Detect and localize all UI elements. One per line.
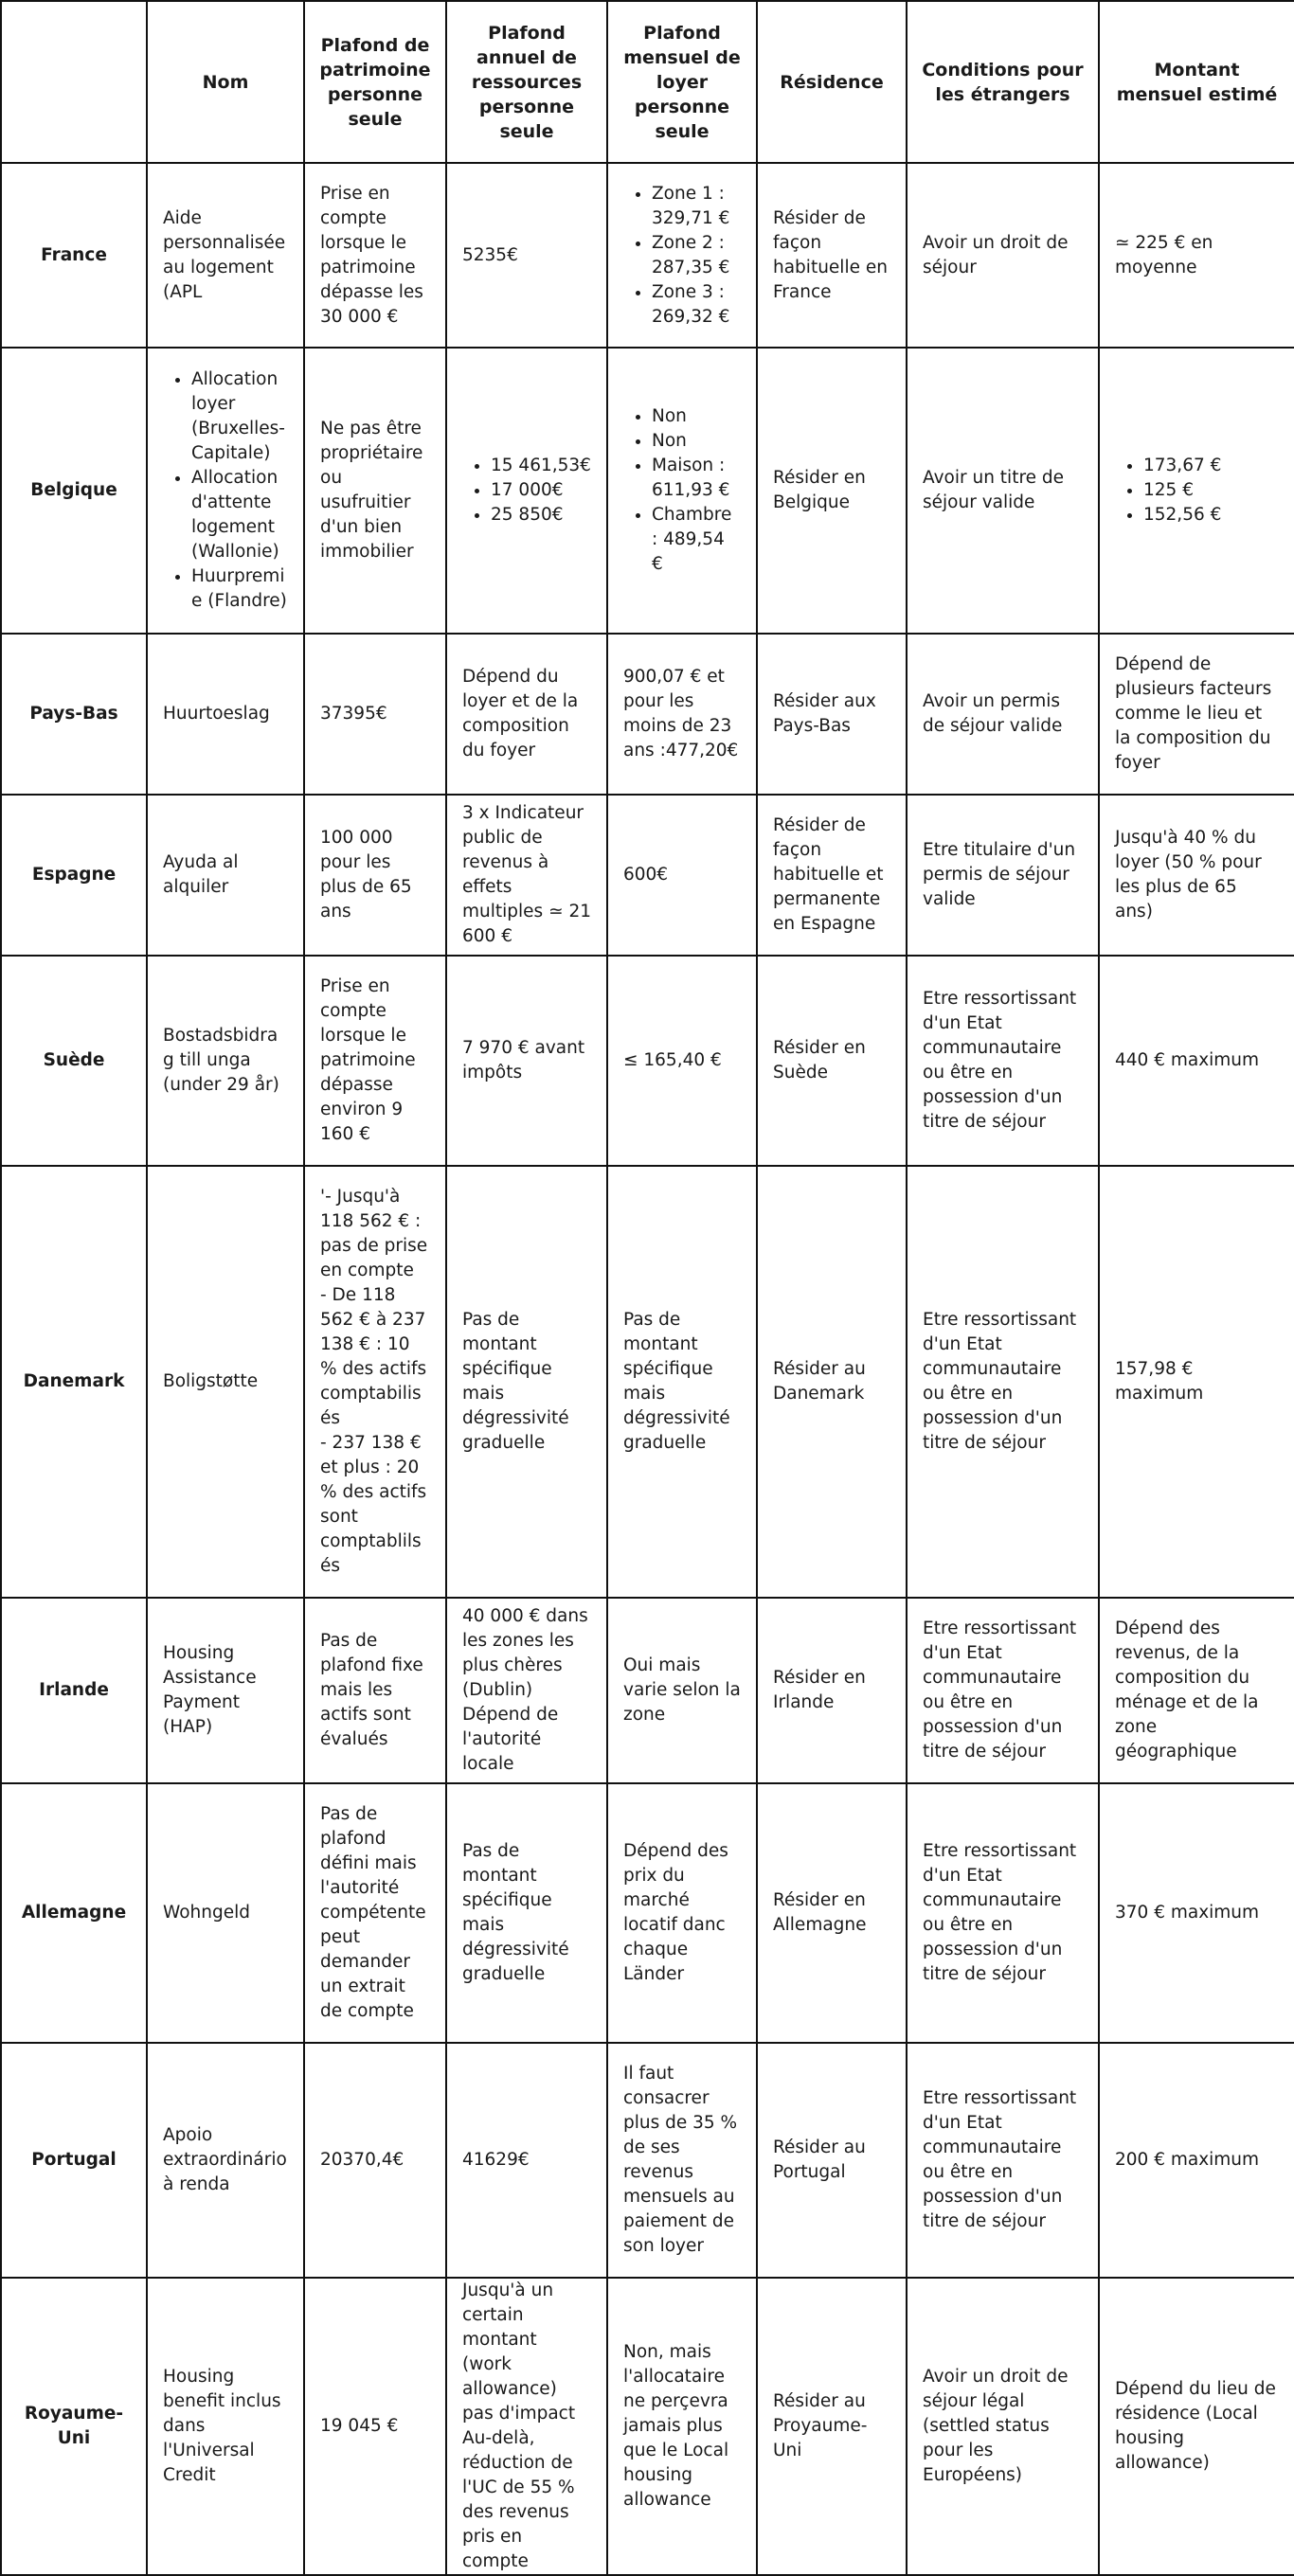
montant-cell: 200 € maximum [1099,2043,1294,2278]
ressources-cell: 7 970 € avant impôts [446,956,607,1166]
loyer-cell: Non, mais l'allocataire ne perçevra jamais plus que le Local housing allowance [607,2278,757,2575]
country-cell: France [1,163,147,348]
ressources-line: 40 000 € dans les zones les plus chères (Dublin) [462,1606,588,1700]
nom-cell: Aide personnalisée au logement (APL [147,163,304,348]
montant-cell: 440 € maximum [1099,956,1294,1166]
nom-cell: Housing benefit inclus dans l'Universal Credit [147,2278,304,2575]
patrimoine-line: - 237 138 € et plus : 20 % des actifs sont comptablilsés [320,1433,427,1576]
list-item: • Zone 1 : 329,71 € [652,182,741,231]
patrimoine-cell [304,1166,446,1598]
header-montant-mensuel: Montant mensuel estimé [1099,1,1294,163]
header-conditions-etrangers: Conditions pour les étrangers [907,1,1099,163]
ressources-cell: Jusqu'à un certain montant (work allowance) pas d'impact Au-delà, réduction de l'UC de 55 % des revenus pris en compte [446,2278,607,2575]
country-cell: Espagne [1,795,147,956]
list-item: • Chambre : 489,54 € [652,503,741,577]
nom-cell: Huurtoeslag [147,634,304,795]
residence-cell: Résider au Proyaume-Uni [757,2278,907,2575]
table-row-pays-bas [1,634,1294,795]
nom-cell: Boligstøtte [147,1166,304,1598]
patrimoine-cell: 20370,4€ [304,2043,446,2278]
residence-cell: Résider en Allemagne [757,1783,907,2043]
nom-cell: Bostadsbidrag till unga (under 29 år) [147,956,304,1166]
list-item: • 152,56 € [1143,503,1279,528]
list-item: • Zone 2 : 287,35 € [652,231,741,280]
conditions-cell: Etre titulaire d'un permis de séjour valide [907,795,1099,956]
country-cell: Belgique [1,348,147,634]
conditions-cell: Avoir un titre de séjour valide [907,348,1099,634]
list-item: • 125 € [1143,478,1279,503]
list-item: • 17 000€ [491,478,591,503]
conditions-cell: Etre ressortissant d'un Etat communautaire ou être en possession d'un titre de séjour [907,2043,1099,2278]
conditions-cell: Avoir un droit de séjour [907,163,1099,348]
country-cell: Pays-Bas [1,634,147,795]
header-nom: Nom [147,1,304,163]
montant-list [1115,454,1279,528]
header-plafond-ressources: Plafond annuel de ressources personne seule [446,1,607,163]
list-item: • Allocation loyer (Bruxelles-Capitale) [191,367,288,466]
country-cell: Allemagne [1,1783,147,2043]
ressources-cell [446,348,607,634]
table-row-allemagne [1,1783,1294,2043]
table-row-espagne [1,795,1294,956]
table-row-france [1,163,1294,348]
patrimoine-line: '- Jusqu'à 118 562 € : pas de prise en compte [320,1187,428,1280]
patrimoine-cell: Pas de plafond défini mais l'autorité compétente peut demander un extrait de compte [304,1783,446,2043]
montant-cell: Dépend des revenus, de la composition du ménage et de la zone géographique [1099,1598,1294,1783]
conditions-cell: Avoir un permis de séjour valide [907,634,1099,795]
residence-cell: Résider de façon habituelle en France [757,163,907,348]
loyer-list [623,404,741,577]
loyer-list [623,182,741,330]
list-item: • 25 850€ [491,503,591,528]
table-row-belgique [1,348,1294,634]
country-cell: Royaume-Uni [1,2278,147,2575]
header-plafond-patrimoine: Plafond de patrimoine personne seule [304,1,446,163]
montant-cell: ≃ 225 € en moyenne [1099,163,1294,348]
patrimoine-cell: Pas de plafond fixe mais les actifs sont évalués [304,1598,446,1783]
table-row-danemark [1,1166,1294,1598]
montant-cell: Dépend du lieu de résidence (Local housing allowance) [1099,2278,1294,2575]
nom-cell: Ayuda al alquiler [147,795,304,956]
country-cell: Portugal [1,2043,147,2278]
loyer-cell: ≤ 165,40 € [607,956,757,1166]
list-item: • Maison : 611,93 € [652,454,741,503]
conditions-cell: Etre ressortissant d'un Etat communautaire ou être en possession d'un titre de séjour [907,1598,1099,1783]
patrimoine-cell: Ne pas être propriétaire ou usufruitier d'un bien immobilier [304,348,446,634]
header-residence: Résidence [757,1,907,163]
patrimoine-cell: Prise en compte lorsque le patrimoine dépasse environ 9 160 € [304,956,446,1166]
ressources-line: Dépend de l'autorité locale [462,1705,559,1774]
list-item: • 173,67 € [1143,454,1279,478]
country-cell: Irlande [1,1598,147,1783]
ressources-cell: Pas de montant spécifique mais dégressivité graduelle [446,1166,607,1598]
table-row-suede [1,956,1294,1166]
loyer-cell: Pas de montant spécifique mais dégressivité graduelle [607,1166,757,1598]
ressources-cell: Pas de montant spécifique mais dégressivité graduelle [446,1783,607,2043]
header-empty [1,1,147,163]
list-item: • 15 461,53€ [491,454,591,478]
loyer-cell: Dépend des prix du marché locatif danc chaque Länder [607,1783,757,2043]
nom-cell [147,348,304,634]
nom-cell: Housing Assistance Payment (HAP) [147,1598,304,1783]
list-item: • Non [652,429,741,454]
residence-cell: Résider en Belgique [757,348,907,634]
patrimoine-cell: 19 045 € [304,2278,446,2575]
country-cell: Suède [1,956,147,1166]
residence-cell: Résider au Portugal [757,2043,907,2278]
montant-cell [1099,348,1294,634]
ressources-cell: 3 x Indicateur public de revenus à effets multiples ≃ 21 600 € [446,795,607,956]
nom-cell: Wohngeld [147,1783,304,2043]
ressources-cell: 41629€ [446,2043,607,2278]
nom-list [163,367,288,614]
loyer-cell: Il faut consacrer plus de 35 % de ses revenus mensuels au paiement de son loyer [607,2043,757,2278]
list-item: • Zone 3 : 269,32 € [652,280,741,330]
header-plafond-loyer: Plafond mensuel de loyer personne seule [607,1,757,163]
header-row [1,1,1294,163]
loyer-cell [607,348,757,634]
table-row-irlande [1,1598,1294,1783]
patrimoine-line: - De 118 562 € à 237 138 € : 10 % des actifs comptabilisés [320,1285,427,1428]
patrimoine-cell: 100 000 pour les plus de 65 ans [304,795,446,956]
loyer-cell [607,163,757,348]
montant-cell: 157,98 € maximum [1099,1166,1294,1598]
residence-cell: Résider aux Pays-Bas [757,634,907,795]
conditions-cell: Avoir un droit de séjour légal (settled status pour les Européens) [907,2278,1099,2575]
ressources-list [462,454,591,528]
montant-cell: Dépend de plusieurs facteurs comme le lieu et la composition du foyer [1099,634,1294,795]
residence-cell: Résider en Irlande [757,1598,907,1783]
residence-cell: Résider au Danemark [757,1166,907,1598]
conditions-cell: Etre ressortissant d'un Etat communautaire ou être en possession d'un titre de séjour [907,956,1099,1166]
montant-cell: Jusqu'à 40 % du loyer (50 % pour les plus de 65 ans) [1099,795,1294,956]
country-cell: Danemark [1,1166,147,1598]
nom-cell: Apoio extraordinário à renda [147,2043,304,2278]
residence-cell: Résider en Suède [757,956,907,1166]
ressources-cell: Dépend du loyer et de la composition du foyer [446,634,607,795]
conditions-cell: Etre ressortissant d'un Etat communautaire ou être en possession d'un titre de séjour [907,1166,1099,1598]
conditions-cell: Etre ressortissant d'un Etat communautaire ou être en possession d'un titre de séjour [907,1783,1099,2043]
ressources-cell: 5235€ [446,163,607,348]
patrimoine-cell: Prise en compte lorsque le patrimoine dépasse les 30 000 € [304,163,446,348]
loyer-cell: Oui mais varie selon la zone [607,1598,757,1783]
patrimoine-cell: 37395€ [304,634,446,795]
list-item: • Huurpremie (Flandre) [191,564,288,614]
list-item: • Non [652,404,741,429]
montant-cell: 370 € maximum [1099,1783,1294,2043]
list-item: • Allocation d'attente logement (Wallonie) [191,466,288,564]
table-row-portugal [1,2043,1294,2278]
residence-cell: Résider de façon habituelle et permanente en Espagne [757,795,907,956]
loyer-cell: 900,07 € et pour les moins de 23 ans :477,20€ [607,634,757,795]
ressources-cell [446,1598,607,1783]
loyer-cell: 600€ [607,795,757,956]
table-row-royaume-uni [1,2278,1294,2575]
